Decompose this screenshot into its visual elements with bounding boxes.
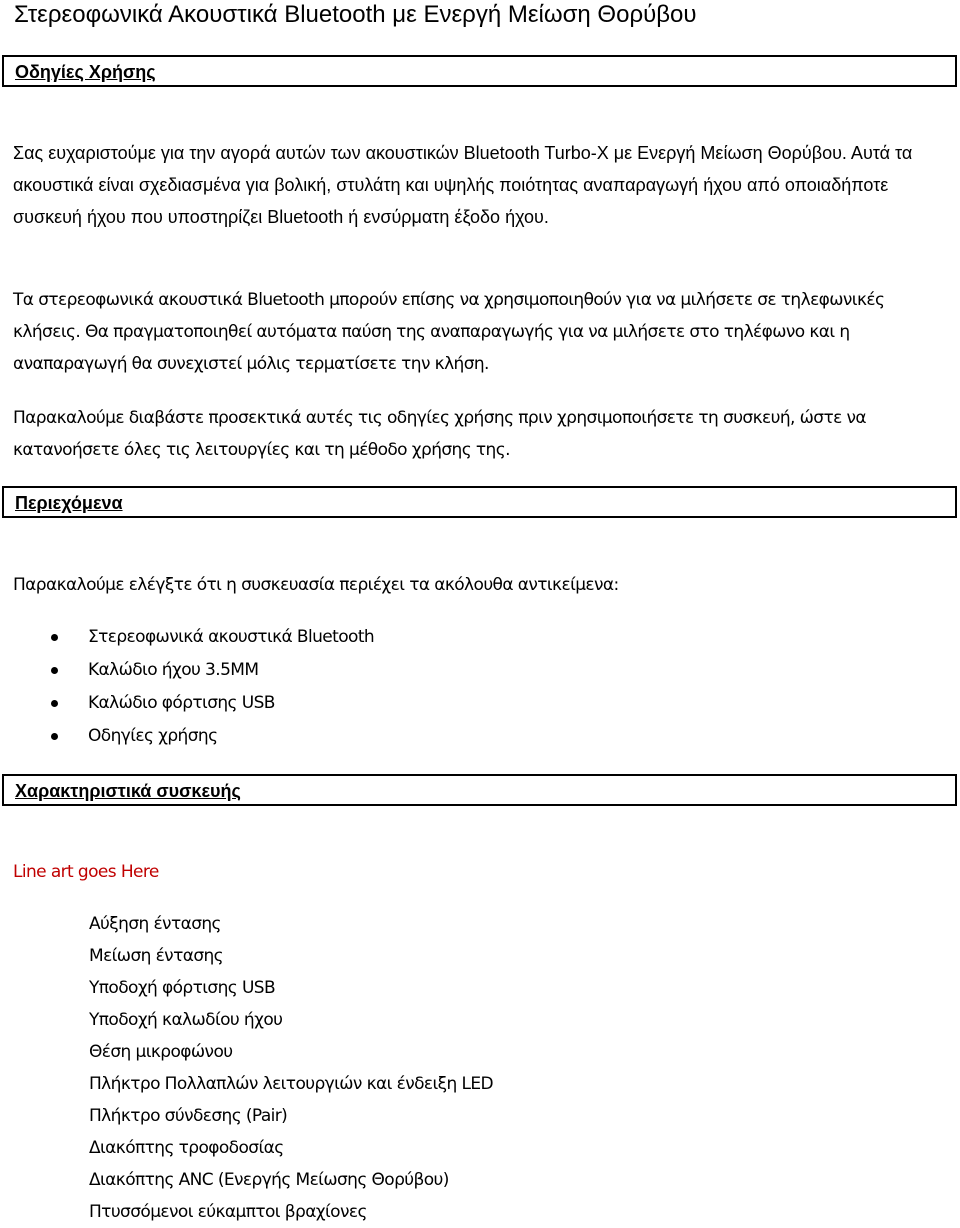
section-heading-contents-box [2,486,957,518]
intro-paragraph-3: Παρακαλούμε διαβάστε προσεκτικά αυτές τις οδηγίες χρήσης πριν χρησιμοποιήσετε τη συσκευή, ώστε να κατανοήσετε όλες τις λειτουργίες και τη μέθοδο χρήσης της. [13,408,866,460]
list-item: Στερεοφωνικά ακουστικά Bluetooth [0,621,374,654]
intro-paragraph-2: Τα στερεοφωνικά ακουστικά Bluetooth μπορούν επίσης να χρησιμοποιηθούν για να μιλήσετε σε τηλεφωνικές κλήσεις. Θα πραγματοποιηθεί αυτόματα παύση της αναπαραγωγής για να μιλήσετε στο τηλέφωνο και η αναπαραγωγή θα συνεχιστεί μόλις τερματίσετε την κλήση. [13,290,885,374]
section-heading-instructions-box [2,55,957,87]
intro-paragraph-1: Σας ευχαριστούμε για την αγορά αυτών των ακουστικών Bluetooth Turbo-X με Ενεργή Μείωση Θορύβου. Αυτά τα ακουστικά είναι σχεδιασμένα για βολική, στυλάτη και υψηλής ποιότητας αναπαραγωγή ήχου από οποιαδήποτε συσκευή ήχου που υποστηρίζει Bluetooth ή ενσύρματη έξοδο ήχου. [13,143,913,227]
bullet-icon [51,667,58,674]
line-art-placeholder: Line art goes Here [13,862,159,882]
bullet-icon [51,700,58,707]
contents-intro: Παρακαλούμε ελέγξτε ότι η συσκευασία περιέχει τα ακόλουθα αντικείμενα: [13,575,619,595]
list-item: Καλώδιο ήχου 3.5MM [0,654,374,687]
contents-list [0,621,374,753]
section-heading-instructions: Οδηγίες Χρήσης [15,62,156,82]
document-title: Στερεοφωνικά Ακουστικά Bluetooth με Ενεργή Μείωση Θορύβου [14,1,697,28]
bullet-icon [51,634,58,641]
section-heading-features: Χαρακτηριστικά συσκευής [15,781,241,801]
section-heading-contents: Περιεχόμενα [15,493,123,513]
list-item: Καλώδιο φόρτισης USB [0,687,374,720]
bullet-icon [51,733,58,740]
section-heading-features-box [2,774,957,806]
list-item: Οδηγίες χρήσης [0,720,374,753]
